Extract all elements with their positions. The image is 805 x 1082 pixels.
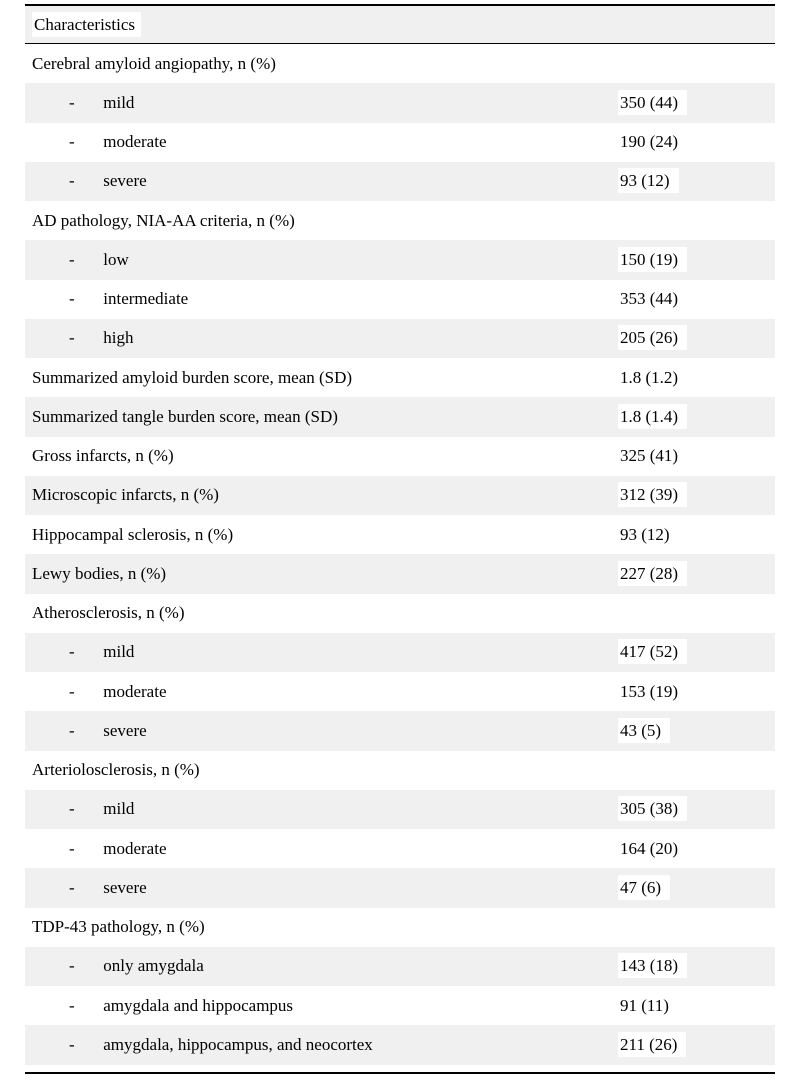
table-row bbox=[25, 280, 775, 319]
row-label-cell bbox=[25, 132, 618, 152]
row-value: 312 (39) bbox=[618, 482, 687, 507]
row-label-cell bbox=[25, 642, 618, 662]
row-value: 153 (19) bbox=[618, 679, 687, 704]
table-row bbox=[25, 554, 775, 593]
row-value: 1.8 (1.4) bbox=[618, 404, 687, 429]
table-row bbox=[25, 123, 775, 162]
table-bottom-spacer bbox=[25, 1065, 775, 1072]
row-label-cell bbox=[25, 878, 618, 898]
row-label: severe bbox=[103, 720, 147, 740]
row-label: Microscopic infarcts, n (%) bbox=[32, 485, 219, 505]
row-value: 350 (44) bbox=[618, 90, 687, 115]
row-label-cell bbox=[25, 211, 618, 231]
row-label: severe bbox=[103, 171, 147, 191]
row-value-cell bbox=[618, 289, 775, 309]
row-value-cell bbox=[618, 956, 775, 976]
row-value-cell bbox=[618, 525, 775, 545]
row-label-cell bbox=[25, 956, 618, 976]
table-row bbox=[25, 711, 775, 750]
list-dash: - bbox=[69, 249, 75, 269]
row-label: low bbox=[103, 249, 129, 269]
row-value: 93 (12) bbox=[618, 168, 679, 193]
row-label: Lewy bodies, n (%) bbox=[32, 563, 167, 583]
row-value: 91 (11) bbox=[618, 993, 678, 1018]
row-label-cell bbox=[25, 446, 618, 466]
row-label: moderate bbox=[103, 838, 167, 858]
row-label-cell bbox=[25, 328, 618, 348]
table-row bbox=[25, 83, 775, 122]
table-row bbox=[25, 437, 775, 476]
row-value: 93 (12) bbox=[618, 522, 679, 547]
table-row bbox=[25, 1025, 775, 1064]
row-value-cell bbox=[618, 485, 775, 505]
list-dash: - bbox=[69, 171, 75, 191]
row-label: Cerebral amyloid angiopathy, n (%) bbox=[32, 53, 276, 73]
row-value-cell bbox=[618, 564, 775, 584]
row-label: mild bbox=[103, 92, 135, 112]
row-label-cell bbox=[25, 368, 618, 388]
table-row bbox=[25, 790, 775, 829]
list-dash: - bbox=[69, 132, 75, 152]
header-label-cell bbox=[25, 15, 618, 35]
row-label-cell bbox=[25, 721, 618, 741]
table-row bbox=[25, 240, 775, 279]
row-label: Summarized tangle burden score, mean (SD) bbox=[32, 406, 338, 426]
table-row bbox=[25, 358, 775, 397]
row-value-cell bbox=[618, 250, 775, 270]
table-row bbox=[25, 947, 775, 986]
row-value: 417 (52) bbox=[618, 639, 687, 664]
row-value: 143 (18) bbox=[618, 953, 687, 978]
list-dash: - bbox=[69, 720, 75, 740]
row-value: 150 (19) bbox=[618, 247, 687, 272]
table-row bbox=[25, 515, 775, 554]
row-value-cell bbox=[618, 1035, 775, 1055]
row-value-cell bbox=[618, 642, 775, 662]
list-dash: - bbox=[69, 799, 75, 819]
row-label: Atherosclerosis, n (%) bbox=[32, 603, 185, 623]
row-label-cell bbox=[25, 682, 618, 702]
list-dash: - bbox=[69, 956, 75, 976]
row-value-cell bbox=[618, 407, 775, 427]
row-value-cell bbox=[618, 839, 775, 859]
list-dash: - bbox=[69, 877, 75, 897]
row-label-cell bbox=[25, 839, 618, 859]
table-row bbox=[25, 908, 775, 947]
row-label: AD pathology, NIA-AA criteria, n (%) bbox=[32, 210, 295, 230]
row-value: 205 (26) bbox=[618, 325, 687, 350]
list-dash: - bbox=[69, 1034, 75, 1054]
row-label-cell bbox=[25, 407, 618, 427]
row-label: Arteriolosclerosis, n (%) bbox=[32, 760, 200, 780]
row-label-cell bbox=[25, 603, 618, 623]
row-label-cell bbox=[25, 525, 618, 545]
row-label: moderate bbox=[103, 132, 167, 152]
table-header-row bbox=[25, 6, 775, 44]
row-value: 227 (28) bbox=[618, 561, 687, 586]
row-value-cell bbox=[618, 446, 775, 466]
row-value-cell bbox=[618, 171, 775, 191]
row-value-cell bbox=[618, 721, 775, 741]
row-value: 325 (41) bbox=[618, 443, 687, 468]
list-dash: - bbox=[69, 289, 75, 309]
row-label: high bbox=[103, 328, 134, 348]
row-value-cell bbox=[618, 878, 775, 898]
row-label-cell bbox=[25, 93, 618, 113]
table-row bbox=[25, 672, 775, 711]
row-label: amygdala and hippocampus bbox=[103, 995, 294, 1015]
row-value: 211 (26) bbox=[618, 1032, 686, 1057]
row-label-cell bbox=[25, 54, 618, 74]
row-label: TDP-43 pathology, n (%) bbox=[32, 917, 205, 937]
list-dash: - bbox=[69, 681, 75, 701]
row-label-cell bbox=[25, 799, 618, 819]
row-value-cell bbox=[618, 328, 775, 348]
list-dash: - bbox=[69, 838, 75, 858]
table-header-label: Characteristics bbox=[32, 12, 141, 37]
row-value-cell bbox=[618, 996, 775, 1016]
table-row bbox=[25, 868, 775, 907]
characteristics-table bbox=[25, 4, 775, 1074]
row-value: 47 (6) bbox=[618, 875, 670, 900]
row-value: 353 (44) bbox=[618, 286, 687, 311]
list-dash: - bbox=[69, 995, 75, 1015]
row-label-cell bbox=[25, 250, 618, 270]
table-row bbox=[25, 44, 775, 83]
table-row bbox=[25, 162, 775, 201]
row-label-cell bbox=[25, 171, 618, 191]
row-label: moderate bbox=[103, 681, 167, 701]
row-label: Hippocampal sclerosis, n (%) bbox=[32, 524, 234, 544]
list-dash: - bbox=[69, 92, 75, 112]
table-row bbox=[25, 751, 775, 790]
row-value: 1.8 (1.2) bbox=[618, 365, 687, 390]
row-label: severe bbox=[103, 877, 147, 897]
row-label-cell bbox=[25, 564, 618, 584]
table-row bbox=[25, 397, 775, 436]
row-label: Summarized amyloid burden score, mean (SD) bbox=[32, 367, 353, 387]
row-value: 43 (5) bbox=[618, 718, 670, 743]
row-value: 305 (38) bbox=[618, 796, 687, 821]
row-label-cell bbox=[25, 917, 618, 937]
row-label: intermediate bbox=[103, 289, 189, 309]
list-dash: - bbox=[69, 642, 75, 662]
row-label: mild bbox=[103, 799, 135, 819]
row-label: only amygdala bbox=[103, 956, 204, 976]
table-row bbox=[25, 319, 775, 358]
row-value: 164 (20) bbox=[618, 836, 687, 861]
row-label: amygdala, hippocampus, and neocortex bbox=[103, 1034, 373, 1054]
row-label-cell bbox=[25, 760, 618, 780]
row-label-cell bbox=[25, 996, 618, 1016]
row-value-cell bbox=[618, 682, 775, 702]
table-row bbox=[25, 986, 775, 1025]
table-row bbox=[25, 201, 775, 240]
row-label: Gross infarcts, n (%) bbox=[32, 446, 174, 466]
row-value: 190 (24) bbox=[618, 129, 687, 154]
list-dash: - bbox=[69, 328, 75, 348]
row-value-cell bbox=[618, 368, 775, 388]
row-value-cell bbox=[618, 799, 775, 819]
row-label: mild bbox=[103, 642, 135, 662]
row-value-cell bbox=[618, 93, 775, 113]
row-label-cell bbox=[25, 485, 618, 505]
row-value-cell bbox=[618, 132, 775, 152]
table-row bbox=[25, 633, 775, 672]
table-body bbox=[25, 44, 775, 1065]
row-label-cell bbox=[25, 1035, 618, 1055]
row-label-cell bbox=[25, 289, 618, 309]
table-row bbox=[25, 476, 775, 515]
table-row bbox=[25, 594, 775, 633]
table-row bbox=[25, 829, 775, 868]
